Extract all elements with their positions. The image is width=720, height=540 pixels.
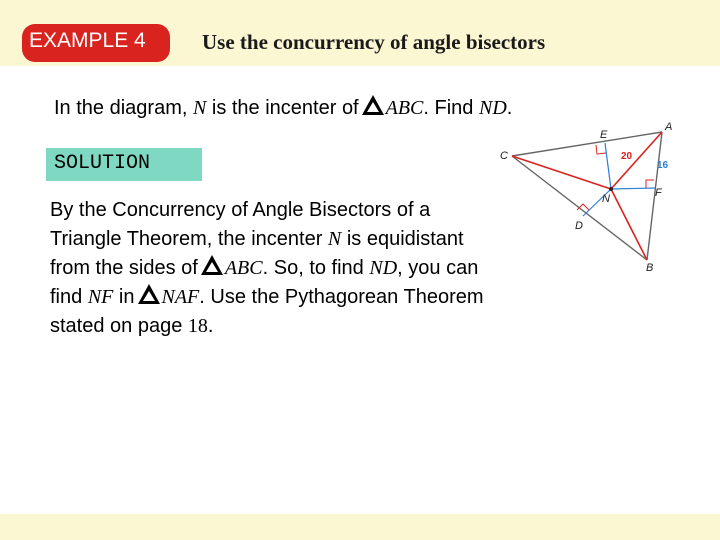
prompt-find: . Find — [423, 97, 479, 119]
triangle-icon — [362, 95, 384, 115]
prompt-intro: In the diagram, — [54, 97, 193, 119]
problem-statement — [54, 95, 512, 120]
perp-nf — [611, 188, 655, 189]
body-nd: ND — [369, 257, 398, 279]
prompt-var-n: N — [192, 97, 207, 119]
length-an: 20 — [621, 151, 633, 162]
right-angle-f — [646, 180, 654, 188]
prompt-end: . — [506, 97, 513, 119]
label-a: A — [665, 121, 673, 133]
right-angle-e — [596, 145, 606, 154]
triangle-icon — [138, 284, 160, 304]
side-ca — [512, 132, 662, 156]
page-title: Use the concurrency of angle bisectors — [202, 30, 546, 54]
prompt-triangle: ABC — [385, 97, 424, 119]
label-b: B — [646, 262, 654, 274]
bisector-a — [611, 132, 662, 189]
body-nf: NF — [87, 286, 114, 308]
length-af: 16 — [657, 160, 669, 171]
triangle-diagram — [490, 112, 690, 277]
solution-heading: SOLUTION — [54, 152, 151, 175]
perp-ne — [605, 143, 611, 189]
body-line4: , you can find — [50, 257, 479, 308]
solution-paragraph — [50, 196, 490, 341]
label-n: N — [602, 193, 610, 205]
body-line6: . Use the Pythagorean Theorem stated on page — [50, 286, 484, 337]
point-n — [609, 187, 613, 191]
bisector-c — [512, 156, 611, 189]
body-n: N — [327, 228, 342, 250]
footer-band — [0, 514, 720, 540]
body-page: 18 — [187, 315, 208, 337]
body-line7: . — [207, 315, 214, 337]
body-line1: By the Concurrency of Angle Bisectors of a Triangle Theorem, the incenter — [50, 199, 431, 250]
label-c: C — [500, 150, 508, 162]
prompt-target: ND — [478, 97, 507, 119]
example-badge-label: EXAMPLE 4 — [29, 29, 146, 52]
label-f: F — [655, 187, 662, 199]
label-d: D — [575, 220, 583, 232]
body-line2: is equidistant from the sides of — [50, 228, 464, 279]
body-line3: . So, to find — [262, 257, 370, 279]
body-abc: ABC — [224, 257, 263, 279]
body-line5: in — [113, 286, 135, 308]
label-e: E — [600, 129, 608, 141]
body-naf: NAF — [161, 286, 200, 308]
prompt-mid: is the incenter of — [206, 97, 359, 119]
bisector-b — [611, 189, 647, 260]
triangle-icon — [201, 255, 223, 275]
